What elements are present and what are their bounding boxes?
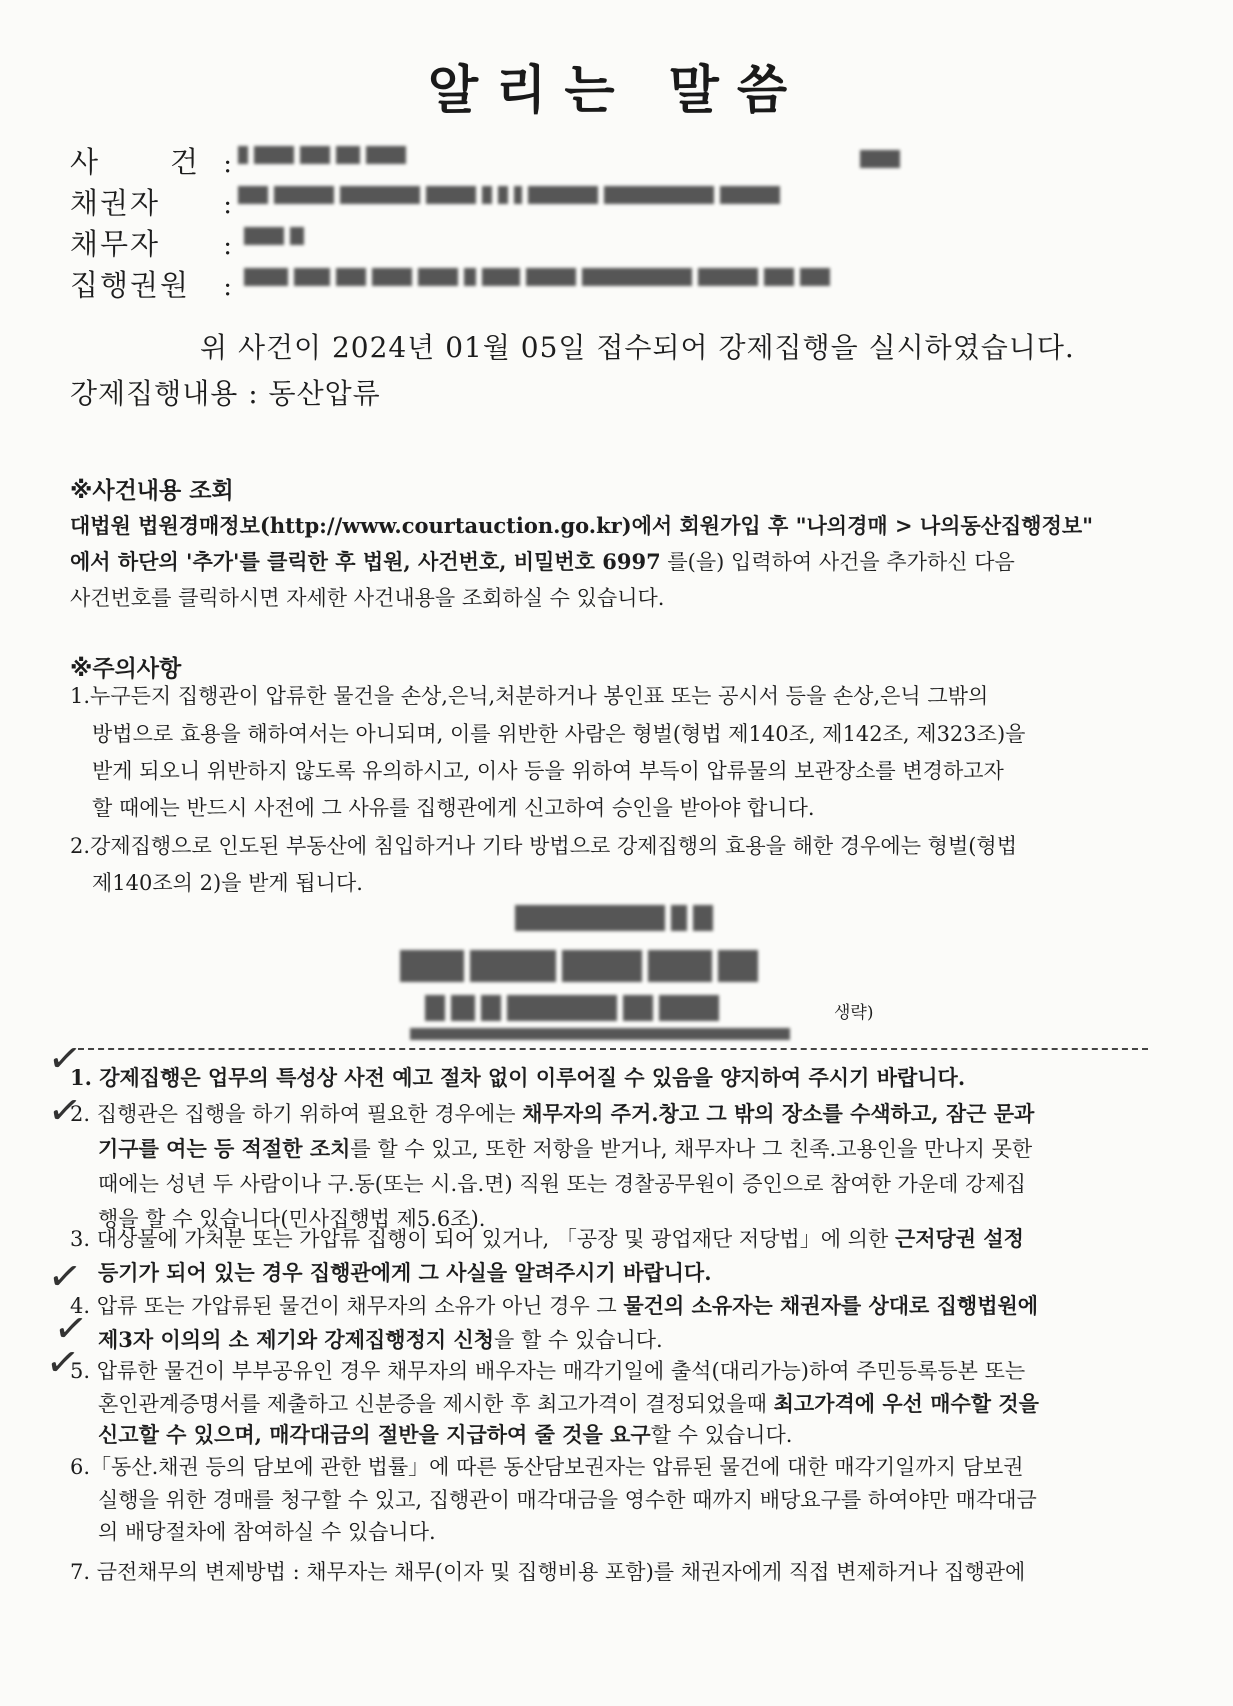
note-3: 3. 대상물에 가처분 또는 가압류 집행이 되어 있거나, 「공장 및 광업재단 저당법」에 의한 근저당권 설정 bbox=[70, 1226, 1024, 1251]
note-6-cont: 의 배당절차에 참여하실 수 있습니다. bbox=[98, 1520, 436, 1544]
field-colon: : bbox=[223, 231, 234, 261]
check-mark-icon: ✓ bbox=[44, 1033, 85, 1085]
note-4-cont: 제3자 이의의 소 제기와 강제집행정지 신청을 할 수 있습니다. bbox=[98, 1327, 663, 1352]
note-6: 6.「동산.채권 등의 담보에 관한 법률」에 따른 동산담보권자는 압류된 물건에 대한 매각기일까지 담보권 bbox=[70, 1455, 1024, 1479]
note-7: 7. 금전채무의 변제방법 : 채무자는 채무(이자 및 집행비용 포함)를 채권자에게 직접 변제하거나 집행관에 bbox=[70, 1560, 1026, 1584]
redacted-creditor bbox=[238, 186, 786, 204]
execution-content: 강제집행내용 : 동산압류 bbox=[70, 377, 381, 410]
caution-line: 1.누구든지 집행관이 압류한 물건을 손상,은닉,처분하거나 봉인표 또는 공시서 등을 손상,은닉 그밖의 bbox=[70, 684, 989, 708]
redacted-mark bbox=[860, 150, 906, 168]
note-1: 1. 강제집행은 업무의 특성상 사전 예고 절차 없이 이루어질 수 있음을 양지하여 주시기 바랍니다. bbox=[70, 1065, 966, 1090]
field-colon: : bbox=[223, 272, 234, 302]
caution-heading: ※주의사항 bbox=[70, 656, 182, 682]
signature-suffix: 생략) bbox=[834, 1003, 874, 1023]
field-label: 사 건 bbox=[70, 145, 200, 179]
redacted-office bbox=[400, 950, 764, 982]
caution-line: 받게 되오니 위반하지 않도록 유의하시고, 이사 등을 위하여 부득이 압류물의 보관장소를 변경하고자 bbox=[92, 759, 1004, 783]
check-mark-icon: ✓ bbox=[42, 1337, 83, 1389]
note-2-cont: 행을 할 수 있습니다(민사집행법 제5.6조). bbox=[98, 1207, 486, 1231]
note-4: 4. 압류 또는 가압류된 물건이 채무자의 소유가 아닌 경우 그 물건의 소유자는 채권자를 상대로 집행법원에 bbox=[70, 1293, 1039, 1318]
note-2-cont: 기구를 여는 등 적절한 조치를 할 수 있고, 또한 저항을 받거나, 채무자나 그 친족.고용인을 만나지 못한 bbox=[98, 1136, 1033, 1161]
note-5: 5. 압류한 물건이 부부공유인 경우 채무자의 배우자는 매각기일에 출석(대리가능)하여 주민등록등본 또는 bbox=[70, 1359, 1026, 1383]
check-mark-icon: ✓ bbox=[44, 1251, 85, 1303]
redacted-underline bbox=[410, 1028, 796, 1040]
note-5-cont: 신고할 수 있으며, 매각대금의 절반을 지급하여 줄 것을 요구할 수 있습니다. bbox=[98, 1422, 793, 1447]
field-label: 집행권원 bbox=[70, 268, 191, 302]
note-5-cont: 혼인관계증명서를 제출하고 신분증을 제시한 후 최고가격이 결정되었을때 최고가격에 우선 매수할 것을 bbox=[98, 1391, 1039, 1416]
field-creditor bbox=[70, 181, 234, 222]
field-label: 채권자 bbox=[70, 186, 161, 220]
intro-text: 위 사건이 2024년 01월 05일 접수되어 강제집행을 실시하였습니다. bbox=[200, 331, 1075, 364]
redacted-officer bbox=[425, 995, 725, 1021]
field-colon: : bbox=[223, 190, 234, 220]
field-colon: : bbox=[223, 149, 234, 179]
redacted-title bbox=[244, 268, 836, 286]
note-3-cont: 등기가 되어 있는 경우 집행관에게 그 사실을 알려주시기 바랍니다. bbox=[98, 1260, 712, 1285]
redacted-debtor bbox=[244, 227, 310, 245]
note-2-cont: 때에는 성년 두 사람이나 구.동(또는 시.읍.면) 직원 또는 경찰공무원이 증인으로 참여한 가운데 강제집 bbox=[98, 1172, 1026, 1196]
caution-line: 제140조의 2)을 받게 됩니다. bbox=[92, 871, 363, 895]
check-mark-icon: ✓ bbox=[50, 1303, 91, 1355]
caution-line: 2.강제집행으로 인도된 부동산에 침입하거나 기타 방법으로 강제집행의 효용을 해한 경우에는 형벌(형법 bbox=[70, 834, 1017, 858]
field-debtor bbox=[70, 222, 234, 263]
caution-line: 방법으로 효용을 해하여서는 아니되며, 이를 위반한 사람은 형벌(형법 제140조, 제142조, 제323조)을 bbox=[92, 722, 1026, 746]
field-title-of-execution bbox=[70, 263, 234, 304]
lookup-line: 대법원 법원경매정보(http://www.courtauction.go.kr)에서 회원가입 후 "나의경매 > 나의동산집행정보" bbox=[70, 513, 1094, 538]
lookup-line: 에서 하단의 '추가'를 클릭한 후 법원, 사건번호, 비밀번호 6997 를(을) 입력하여 사건을 추가하신 다음 bbox=[70, 549, 1015, 574]
field-case bbox=[70, 140, 234, 181]
caution-line: 할 때에는 반드시 사전에 그 사유를 집행관에게 신고하여 승인을 받아야 합니다. bbox=[92, 796, 815, 820]
field-label: 채무자 bbox=[70, 227, 161, 261]
lookup-heading: ※사건내용 조회 bbox=[70, 478, 234, 504]
page-title: 알리는 말씀 bbox=[427, 61, 806, 121]
check-mark-icon: ✓ bbox=[44, 1085, 85, 1137]
note-2: 2. 집행관은 집행을 하기 위하여 필요한 경우에는 채무자의 주거.창고 그 밖의 장소를 수색하고, 잠근 문과 bbox=[70, 1101, 1035, 1126]
note-6-cont: 실행을 위한 경매를 청구할 수 있고, 집행관이 매각대금을 영수한 때까지 배당요구를 하여야만 매각대금 bbox=[98, 1488, 1037, 1512]
redacted-case-number bbox=[238, 146, 412, 164]
dashed-divider bbox=[78, 1048, 1148, 1050]
lookup-line: 사건번호를 클릭하시면 자세한 사건내용을 조회하실 수 있습니다. bbox=[70, 586, 665, 610]
redacted-date bbox=[515, 905, 719, 931]
